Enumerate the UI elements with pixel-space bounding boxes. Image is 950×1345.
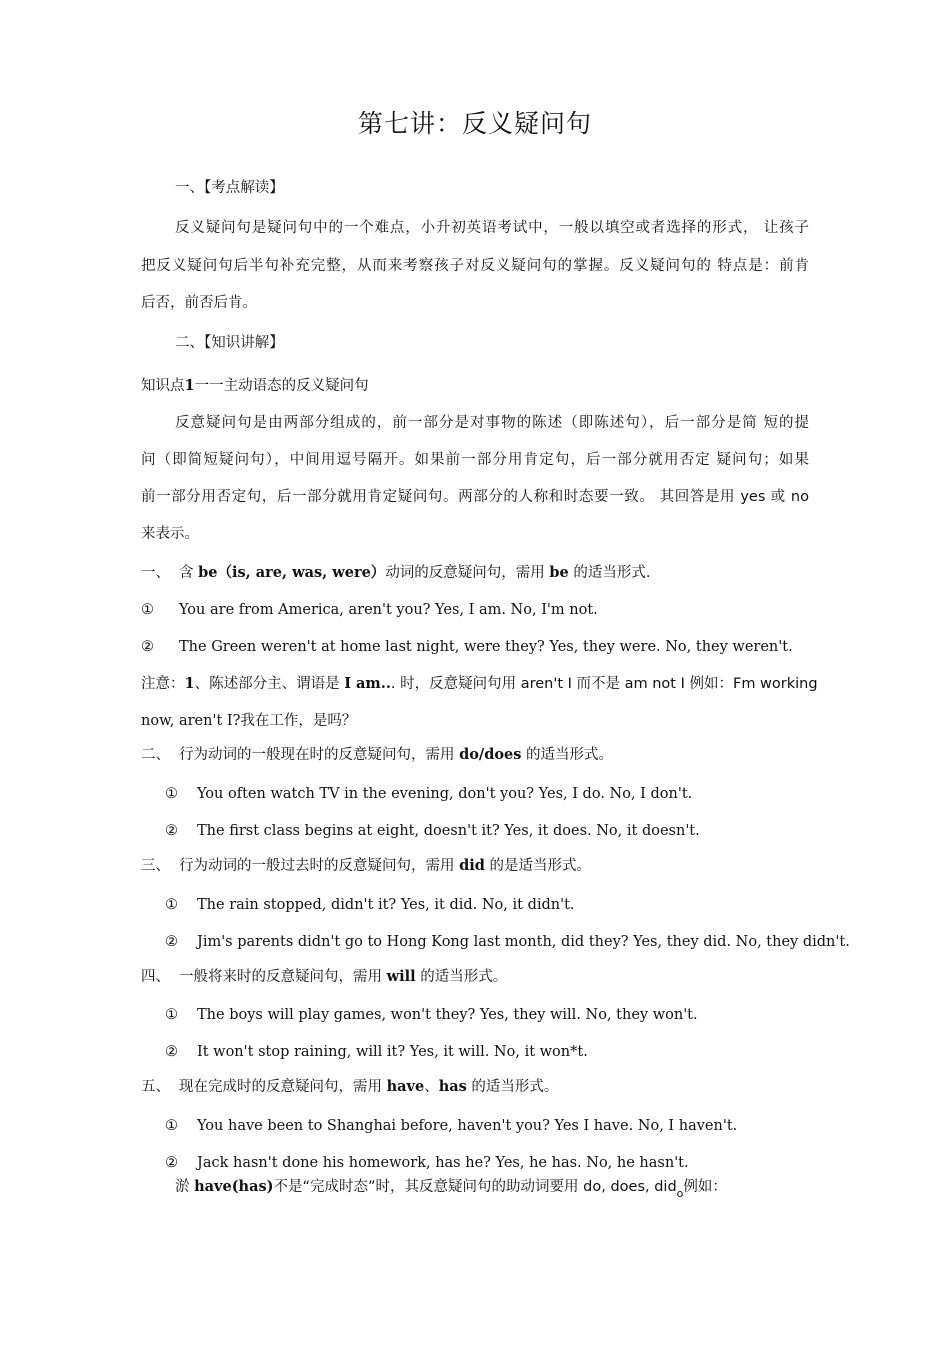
- kp-title: 一一主动语态的反义疑问句: [194, 378, 369, 394]
- paragraph-explain-line-4: 来表示。: [141, 526, 199, 542]
- note-have-not-perfect: 淤 have(has)不是“完成时态”时，其反意疑问句的助动词要用 do, does, did$_o$例如：: [175, 1178, 727, 1200]
- example-marker: ①: [165, 1118, 178, 1134]
- paragraph-intro-line-2: 把反义疑问句后半句补充完整，从而来考察孩子对反义疑问句的掌握。反义疑问句的 特点是：前肯: [141, 258, 809, 274]
- rule-number: 二、: [141, 747, 170, 763]
- rule-heading-be: 一、 含 be（is, are, was, were）动词的反意疑问句，需用 be 的适当形式.: [141, 564, 651, 581]
- paragraph-intro-line-1: 反义疑问句是疑问句中的一个难点，小升初英语考试中，一般以填空或者选择的形式， 让孩子: [175, 220, 809, 236]
- kp-label: 知识点: [141, 378, 185, 394]
- example-sentence: ② Jack hasn't done his homework, has he? Yes, he has. No, he hasn't.: [165, 1155, 689, 1171]
- example-sentence: ② The first class begins at eight, doesn't it? Yes, it does. No, it doesn't.: [165, 823, 700, 839]
- example-marker: ②: [165, 934, 178, 950]
- example-marker: ②: [165, 1044, 178, 1060]
- example-sentence: ① You are from America, aren't you? Yes, I am. No, I'm not.: [141, 602, 598, 618]
- example-sentence: ① The rain stopped, didn't it? Yes, it did. No, it didn't.: [165, 897, 575, 913]
- section-heading-knowledge: 二、【知识讲解】: [175, 335, 284, 351]
- paragraph-explain-line-3: 前一部分用否定句，后一部分就用肯定疑问句。两部分的人称和时态要一致。 其回答是用 yes 或 no: [141, 489, 809, 505]
- example-sentence: ② The Green weren't at home last night, were they? Yes, they were. No, they weren't.: [141, 639, 793, 655]
- example-marker: ①: [165, 897, 178, 913]
- rule-number: 五、: [141, 1079, 170, 1095]
- example-sentence: ① You have been to Shanghai before, haven't you? Yes I have. No, I haven't.: [165, 1118, 738, 1134]
- kp-number: 1: [184, 377, 195, 394]
- example-sentence: ① The boys will play games, won't they? Yes, they will. No, they won't.: [165, 1007, 698, 1023]
- note-line-1: 注意：1、陈述部分主、谓语是 I am... 时，反意疑问句用 aren't I 而不是 am not I 例如：Fm working: [141, 675, 818, 692]
- paragraph-explain-line-1: 反意疑问句是由两部分组成的，前一部分是对事物的陈述（即陈述句），后一部分是简 短的提: [175, 415, 809, 431]
- example-marker: ②: [165, 823, 178, 839]
- rule-heading-have-has: 五、 现在完成时的反意疑问句，需用 have、has 的适当形式。: [141, 1078, 559, 1095]
- example-marker: ①: [165, 786, 178, 802]
- section-heading-exam-points: 一、【考点解读】: [175, 180, 284, 196]
- rule-number: 三、: [141, 858, 170, 874]
- rule-number: 四、: [141, 969, 170, 985]
- paragraph-explain-line-2: 问（即简短疑问句），中间用逗号隔开。如果前一部分用肯定句，后一部分就用否定 疑问句；如果: [141, 452, 809, 468]
- rule-heading-do-does: 二、 行为动词的一般现在时的反意疑问句，需用 do/does 的适当形式。: [141, 746, 614, 763]
- example-sentence: ② It won't stop raining, will it? Yes, it will. No, it won*t.: [165, 1044, 588, 1060]
- rule-heading-will: 四、 一般将来时的反意疑问句，需用 will 的适当形式。: [141, 968, 508, 985]
- paragraph-intro-line-3: 后否，前否后肯。: [141, 295, 257, 311]
- note-line-2: now, aren't I?我在工作，是吗？: [141, 713, 357, 729]
- rule-number: 一、: [141, 565, 170, 581]
- page-title: 第七讲：反义疑问句: [357, 109, 592, 138]
- example-marker: ②: [141, 639, 154, 655]
- knowledge-point-1-heading: [141, 376, 809, 396]
- example-sentence: ① You often watch TV in the evening, don't you? Yes, I do. No, I don't.: [165, 786, 693, 802]
- example-sentence: ② Jim's parents didn't go to Hong Kong last month, did they? Yes, they did. No, they didn't.: [165, 934, 850, 950]
- example-marker: ①: [141, 602, 154, 618]
- rule-heading-did: 三、 行为动词的一般过去时的反意疑问句，需用 did 的是适当形式。: [141, 857, 592, 874]
- example-marker: ②: [165, 1155, 178, 1171]
- example-marker: ①: [165, 1007, 178, 1023]
